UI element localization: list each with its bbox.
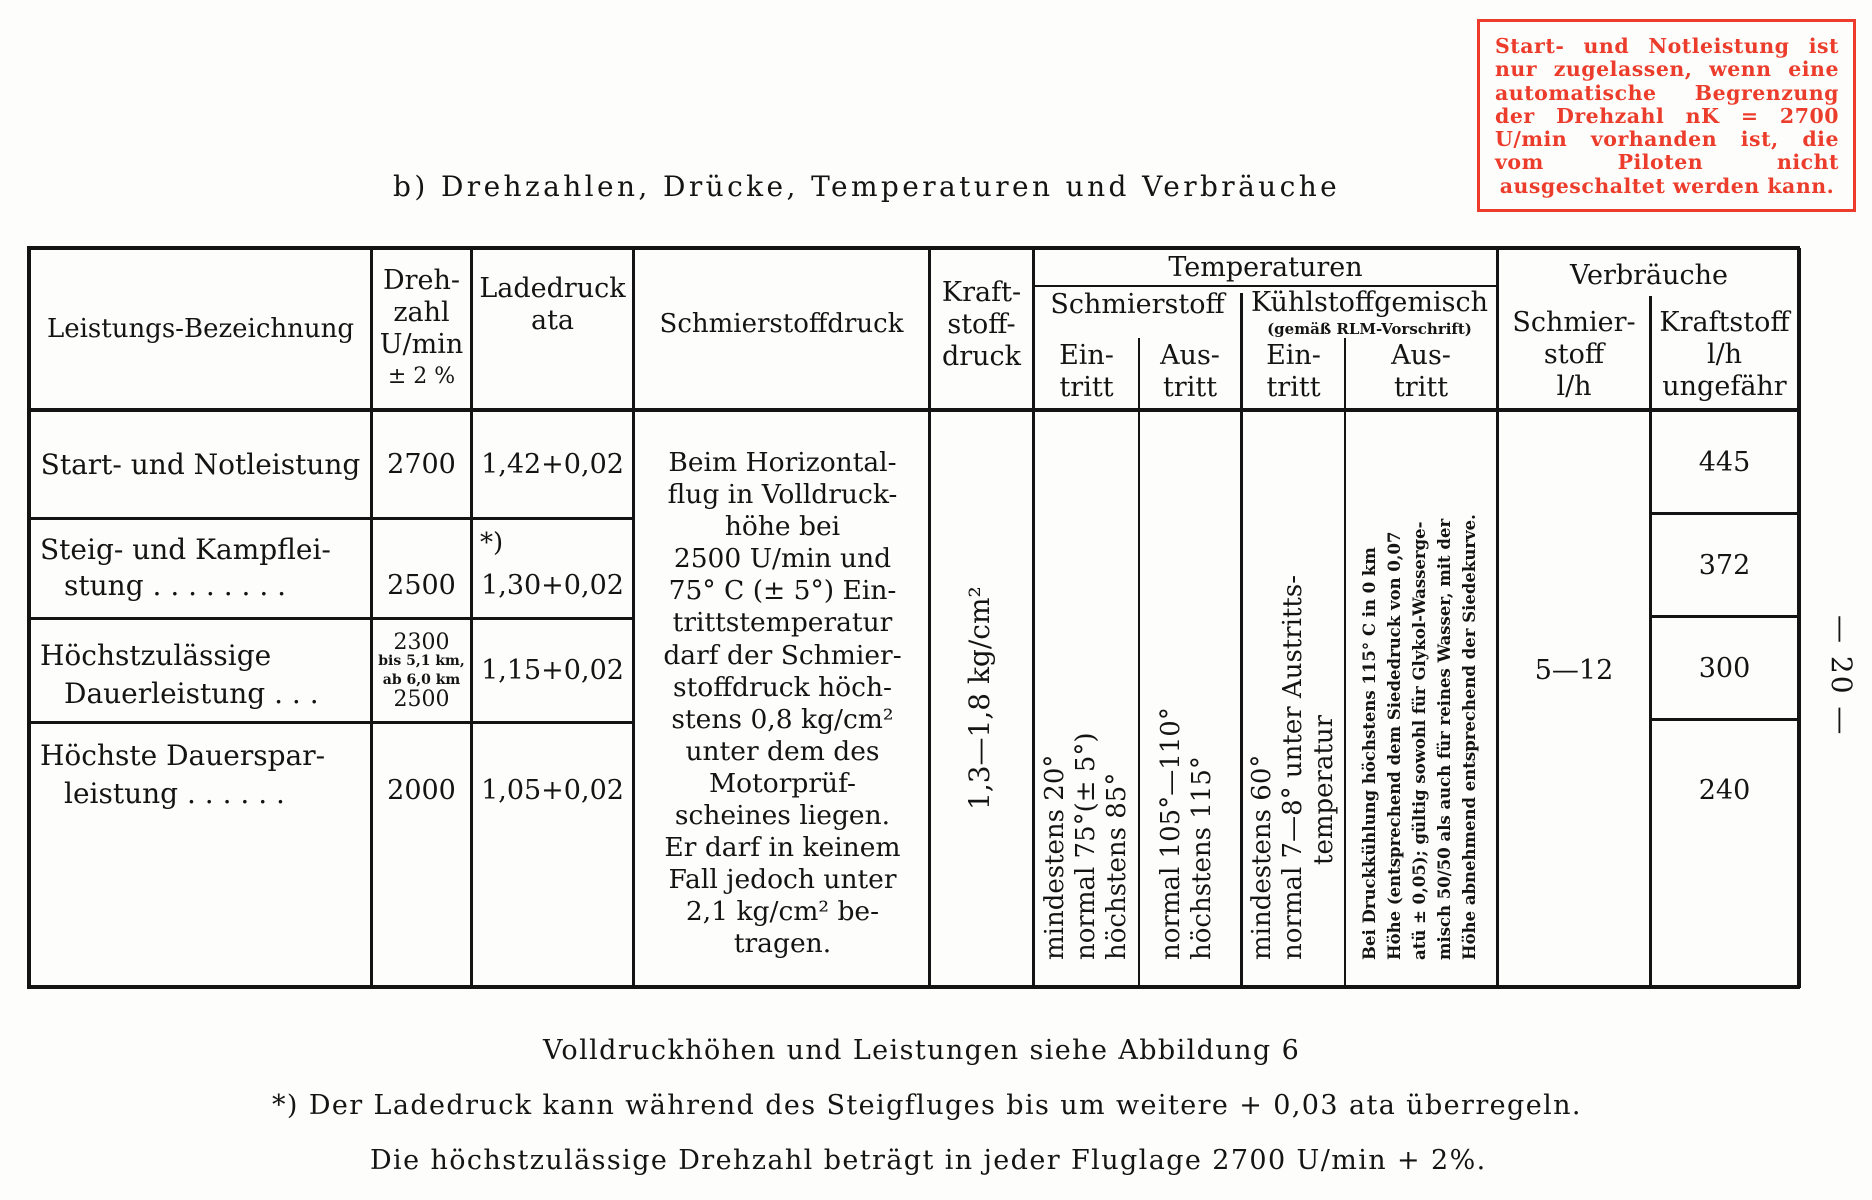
header-kraftstoffdruck: Kraft- (941, 277, 1022, 308)
header-ladedruck-unit: ata (530, 305, 575, 336)
footnote-ladedruck: *) Der Ladedruck kann während des Steigfluges bis um weitere + 0,03 ata überregeln. (272, 1090, 1582, 1121)
header-kraftstoffdruck: stoff- (947, 309, 1016, 340)
text-line: Motorprüf- (709, 767, 856, 799)
text-line: höchstens 115° (1187, 756, 1217, 960)
kuehl-austritt-text (1357, 514, 1482, 960)
header-schmier-austritt: Aus- (1160, 340, 1220, 371)
text-line: Bei Druckkühlung höchstens 115° C in 0 km (1360, 547, 1379, 960)
row-ladedruck: 1,15+0,02 (481, 655, 624, 686)
kuehl-eintritt-text (1247, 575, 1340, 960)
row-kraftstoff-verbrauch: 372 (1698, 549, 1751, 581)
header-kuehl-eintritt: tritt (1266, 372, 1321, 403)
header-kuehl-eintritt: Ein- (1266, 340, 1321, 371)
table-row (40, 737, 370, 813)
text-line: höchstens 85° (1102, 772, 1132, 960)
table-rule-bottom (27, 985, 1800, 989)
footer-note: Die höchstzulässige Drehzahl beträgt in jeder Fluglage 2700 U/min + 2%. (370, 1145, 1487, 1176)
text-line: Fall jedoch unter (668, 864, 897, 896)
header-schmier-austritt: tritt (1162, 372, 1218, 403)
header-drehzahl: U/min (379, 329, 464, 360)
text-line: 75° C (± 5°) Ein- (668, 575, 897, 607)
row-separator (27, 517, 632, 520)
text-line: mindestens 60° (1247, 754, 1277, 960)
schmierstoff-verbrauch-value: 5—12 (1534, 654, 1614, 686)
row-ladedruck: 1,42+0,02 (481, 449, 624, 480)
column-rule (1344, 338, 1346, 988)
header-drehzahl: Dreh- (382, 265, 461, 296)
header-leistungs-bezeichnung: Leistungs-Bezeichnung (46, 314, 355, 344)
row-ladedruck: 1,05+0,02 (481, 774, 624, 806)
warning-stamp: Start- und Notleistung ist nur zugelassen, wenn eine automatische Begrenzung der Drehzahl nK = 2700 U/min vorhanden ist, die vom Piloten nicht ausgeschaltet werden kann. (1477, 19, 1856, 212)
text-line: normal 7—8° unter Austritts- (1278, 574, 1308, 960)
text-line: stens 0,8 kg/cm² (671, 703, 894, 735)
text-line: trittstemperatur (672, 607, 893, 639)
ladedruck-footnote-mark: *) (480, 528, 504, 558)
header-schmierstoff: Schmierstoff (1050, 289, 1225, 320)
section-heading: b) Drehzahlen, Drücke, Temperaturen und Verbräuche (393, 170, 1341, 203)
header-kuehlstoffgemisch: Kühlstoffgemisch (1250, 287, 1488, 318)
schmier-austritt-text (1156, 707, 1218, 960)
text-line: 2500 U/min und (673, 543, 892, 575)
header-schmierstoff-verbrauch: Schmier- (1512, 307, 1636, 338)
schmier-eintritt-text (1040, 732, 1133, 960)
text-line: Er darf in keinem (664, 832, 901, 864)
text-line: tragen. (733, 928, 832, 960)
row-name: Dauerleistung . . . (64, 677, 319, 710)
row-drehzahl-note: ab 6,0 km (382, 671, 461, 688)
text-line: normal 105°—110° (1156, 707, 1186, 960)
text-line: misch 50/50 als auch für reines Wasser, mit der (1435, 518, 1454, 960)
header-drehzahl: zahl (393, 297, 450, 328)
row-name: Höchstzulässige (40, 639, 272, 672)
text-line: mindestens 20° (1040, 754, 1070, 960)
table-row (40, 532, 370, 604)
row-name: Höchste Dauerspar- (40, 739, 326, 772)
row-ladedruck: 1,30+0,02 (481, 569, 624, 601)
row-drehzahl: 2000 (387, 774, 456, 806)
footer-note: Volldruckhöhen und Leistungen siehe Abbildung 6 (543, 1035, 1301, 1066)
row-kraftstoff-verbrauch: 445 (1698, 446, 1751, 478)
row-name: stung . . . . . . . . (64, 569, 287, 602)
kraftstoffdruck-value: 1,3—1,8 kg/cm² (963, 586, 996, 810)
header-kuehl-austritt: Aus- (1391, 340, 1451, 371)
column-rule (1138, 338, 1140, 988)
header-kraftstoff-verbrauch: ungefähr (1662, 371, 1787, 402)
header-schmierstoffdruck: Schmierstoffdruck (659, 309, 904, 339)
row-drehzahl: 2500 (393, 686, 450, 712)
header-schmier-eintritt: tritt (1059, 372, 1114, 403)
text-line: Beim Horizontal- (668, 447, 897, 478)
row-drehzahl: 2500 (387, 569, 456, 601)
row-kraftstoff-verbrauch: 240 (1698, 774, 1751, 806)
table-row (40, 637, 370, 713)
row-separator (1651, 718, 1800, 721)
header-kraftstoffdruck: druck (941, 341, 1022, 372)
column-rule (1797, 248, 1801, 988)
row-name: leistung . . . . . . (64, 777, 285, 810)
text-line: 2,1 kg/cm² be- (685, 896, 880, 928)
text-line: normal 75°(± 5°) (1071, 732, 1101, 960)
row-drehzahl: 2700 (387, 449, 456, 480)
row-name: Start- und Notleistung (40, 447, 361, 481)
text-line: unter dem des (685, 735, 880, 767)
text-line: höhe bei (724, 511, 841, 543)
header-verbraeuche: Verbräuche (1569, 260, 1729, 291)
text-line: flug in Volldruck- (667, 479, 898, 511)
header-kraftstoff-verbrauch-unit: l/h (1706, 339, 1743, 370)
row-drehzahl-note: bis 5,1 km, (378, 652, 465, 669)
row-separator (27, 721, 632, 724)
header-temperaturen: Temperaturen (1168, 252, 1363, 283)
text-line: Höhe (entsprechend dem Siededruck von 0,07 (1385, 531, 1404, 960)
header-kuehlstoff-note: (gemäß RLM-Vorschrift) (1267, 320, 1472, 338)
header-drehzahl: ± 2 % (387, 364, 456, 389)
header-schmierstoff-verbrauch: stoff (1543, 339, 1605, 370)
row-name: Steig- und Kampflei- (40, 533, 331, 566)
header-schmierstoff-verbrauch-unit: l/h (1556, 371, 1592, 402)
text-line: temperatur (1309, 714, 1339, 865)
header-kuehl-austritt: tritt (1393, 372, 1449, 403)
header-schmier-eintritt: Ein- (1059, 340, 1114, 371)
schmierstoffdruck-text (640, 447, 925, 961)
header-ladedruck: Ladedruck (479, 273, 626, 304)
text-line: Höhe abnehmend entsprechend der Siedekurve. (1460, 514, 1479, 960)
row-drehzahl: 2300 (393, 629, 450, 655)
header-kraftstoff-verbrauch: Kraftstoff (1659, 307, 1790, 338)
table-row (31, 412, 370, 517)
page-number: — 20 — (1825, 615, 1858, 737)
text-line: darf der Schmier- (663, 639, 902, 671)
text-line: atü ± 0,05); gültig sowohl für Glykol-Wasserge- (1410, 521, 1429, 960)
text-line: scheines liegen. (674, 800, 891, 832)
row-kraftstoff-verbrauch: 300 (1698, 652, 1751, 684)
text-line: stoffdruck höch- (673, 671, 892, 703)
